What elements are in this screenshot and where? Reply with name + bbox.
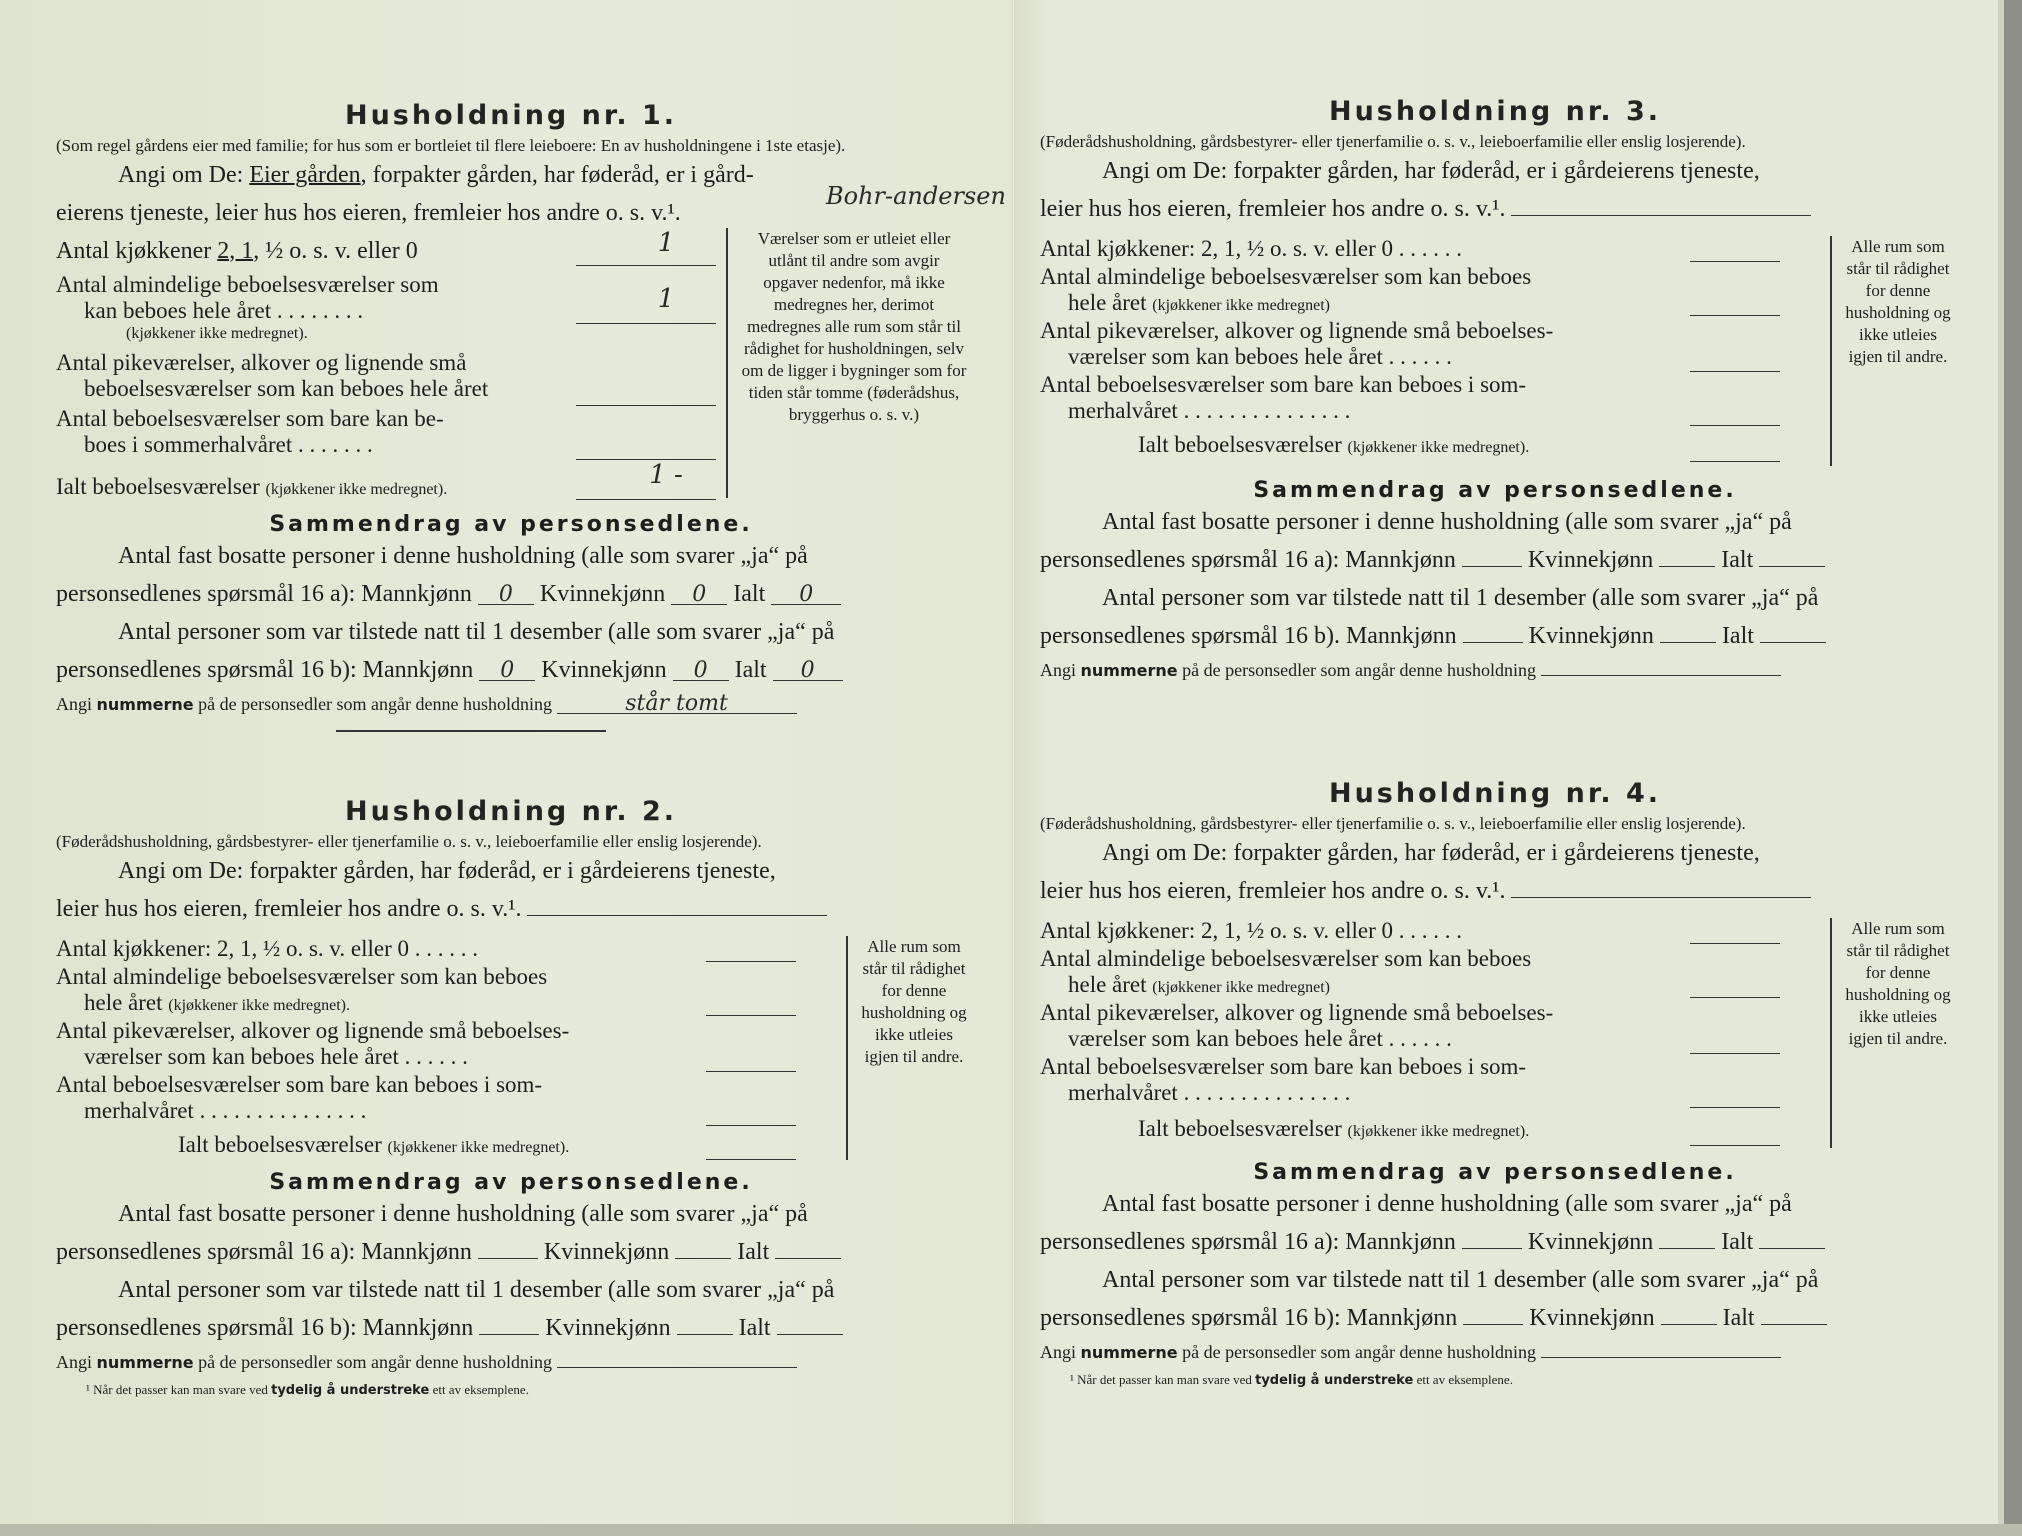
footnote-bold: tydelig å understreke <box>1255 1373 1414 1388</box>
male-16b-line <box>1463 624 1523 643</box>
female-16b-line <box>677 1316 733 1335</box>
total-label: Ialt <box>738 1315 771 1341</box>
kitchens-answer-line <box>1690 942 1780 944</box>
person-slip-label: på de personsedler som angår denne husholdning <box>1182 1342 1537 1362</box>
summer-rooms-answer-line <box>1690 424 1780 426</box>
household-3-note: (Føderådshusholdning, gårdsbestyrer- eller tjenerfamilie o. s. v., leieboerfamilie eller enslig losjerende). <box>1040 132 1746 151</box>
page-fold <box>1012 0 1015 1536</box>
person-slip-numbers-value: står tomt <box>557 689 797 714</box>
total-label: Ialt <box>1721 623 1754 649</box>
summary-16a-intro: Antal fast bosatte personer i denne husholdning (alle som svarer „ja“ på <box>1102 1191 1792 1217</box>
summary-16b-row <box>56 1309 966 1347</box>
household-1-angi-2 <box>56 182 1006 232</box>
rooms-side-note: Værelser som er utleiet eller utlånt til andre som avgir opgaver nedenfor, må ikke medregnes her, derimot medregnes alle rum som står til rådighet for husholdningen, selv om de ligger i bygninger som for tiden står tomme (føderådshus, bryggerhus o. s. v.) <box>726 228 968 498</box>
total-label: Ialt <box>737 1239 770 1265</box>
total-16b-line <box>1761 1306 1827 1325</box>
angi-options-2: eierens tjeneste, leier hus hos eieren, fremleier hos andre o. s. v.¹. <box>56 200 681 226</box>
total-rooms-label: Ialt beboelsesværelser <box>56 474 260 499</box>
angi-label: Angi <box>56 694 92 714</box>
household-2-rooms <box>56 936 966 1162</box>
kitchens-row: Antal kjøkkener: 2, 1, ½ o. s. v. eller 0 . . . . . . <box>56 936 479 961</box>
summer-rooms-row <box>56 1072 696 1124</box>
kitchens-label-2: ½ o. s. v. eller 0 <box>265 238 418 264</box>
summary-16a-intro: Antal fast bosatte personer i denne husholdning (alle som svarer „ja“ på <box>1102 509 1792 535</box>
footnote <box>56 1382 966 1399</box>
small-rooms-label-2: værelser som kan beboes hele året . . . . . . <box>84 1044 468 1069</box>
small-rooms-label: Antal pikeværelser, alkover og lignende små beboelses- <box>1040 1000 1554 1025</box>
small-rooms-row <box>56 350 596 402</box>
household-2-angi-2 <box>56 890 966 928</box>
male-label: personsedlenes spørsmål 16 a): Mannkjønn <box>56 581 472 607</box>
summer-rooms-label: Antal beboelsesværelser som bare kan beboes i som- <box>1040 1054 1527 1079</box>
household-3-angi: Angi om De: forpakter gården, har føderåd, er i gårdeierens tjeneste, <box>1102 158 1760 184</box>
total-rooms-label: Ialt beboelsesværelser <box>1138 432 1342 457</box>
total-16a-line <box>775 1240 841 1259</box>
household-1 <box>56 100 1006 732</box>
household-1-note: (Som regel gårdens eier med familie; for hus som er bortleiet til flere leieboere: En av husholdningene i 1ste etasje). <box>56 136 846 155</box>
ordinary-rooms-label-2: kan beboes hele året . . . . . . . . <box>84 298 364 323</box>
female-16a-line <box>675 1240 731 1259</box>
male-16a-value: 0 <box>478 576 534 605</box>
footnote-text-2: ett av eksemplene. <box>432 1382 529 1397</box>
angi-label: Angi <box>1040 1342 1076 1362</box>
ordinary-rooms-row <box>1040 264 1680 319</box>
hele-aret-label: hele året <box>1068 290 1147 315</box>
household-4 <box>1040 778 1950 1389</box>
scan-border-bottom <box>0 1524 2022 1536</box>
person-slip-numbers-row <box>1040 655 1950 686</box>
summer-rooms-label-2: merhalvåret . . . . . . . . . . . . . . . <box>1068 398 1351 423</box>
ordinary-rooms-answer-line <box>1690 314 1780 316</box>
total-label: Ialt <box>734 657 767 683</box>
nummerne-label: nummerne <box>96 1353 194 1372</box>
summary-16a-intro: Antal fast bosatte personer i denne husholdning (alle som svarer „ja“ på <box>118 543 808 569</box>
rooms-side-note: Alle rum som står til rådighet for denne husholdning og ikke utleies igjen til andre. <box>1830 918 1952 1148</box>
footnote-text: ¹ Når det passer kan man svare ved <box>86 1382 268 1397</box>
ordinary-rooms-row <box>56 272 596 344</box>
summary-16a-row <box>56 575 966 613</box>
small-rooms-row <box>1040 318 1680 370</box>
handwritten-owner-name: Bohr-andersen <box>826 182 1006 210</box>
summer-rooms-label: Antal beboelsesværelser som bare kan beboes i som- <box>56 1072 543 1097</box>
eier-option-underlined: Eier gården <box>249 162 361 188</box>
small-rooms-label: Antal pikeværelser, alkover og lignende små beboelses- <box>1040 318 1554 343</box>
ordinary-rooms-label: Antal almindelige beboelsesværelser som kan beboes <box>1040 264 1532 289</box>
total-rooms-answer-line <box>1690 1144 1780 1146</box>
male-16b-value: 0 <box>479 652 535 681</box>
angi-options-2: leier hus hos eieren, fremleier hos andre o. s. v.¹. <box>1040 196 1506 222</box>
total-label: Ialt <box>1721 1229 1754 1255</box>
ordinary-rooms-answer-line <box>706 1014 796 1016</box>
total-16b-value: 0 <box>773 652 843 681</box>
summer-rooms-row <box>1040 1054 1680 1106</box>
kitchens-answer-line <box>1690 260 1780 262</box>
female-label: Kvinnekjønn <box>1527 547 1654 573</box>
section-divider <box>336 730 606 732</box>
summer-rooms-answer-line <box>1690 1106 1780 1108</box>
summary-16a-row <box>1040 1223 1950 1261</box>
household-4-summary-title: Sammendrag av personsedlene. <box>1253 1160 1737 1185</box>
household-4-angi: Angi om De: forpakter gården, har føderåd, er i gårdeierens tjeneste, <box>1102 840 1760 866</box>
person-slip-numbers-line <box>1541 661 1781 676</box>
summary-16a-row <box>1040 541 1950 579</box>
household-2-summary-title: Sammendrag av personsedlene. <box>269 1170 753 1195</box>
small-rooms-label: Antal pikeværelser, alkover og lignende små <box>56 350 467 375</box>
household-4-note: (Føderådshusholdning, gårdsbestyrer- eller tjenerfamilie o. s. v., leieboerfamilie eller enslig losjerende). <box>1040 814 1746 833</box>
ordinary-rooms-answer-line <box>1690 996 1780 998</box>
female-16b-line <box>1660 624 1716 643</box>
total-rooms-note: (kjøkkener ikke medregnet). <box>387 1139 570 1156</box>
male-label: personsedlenes spørsmål 16 a): Mannkjønn <box>1040 547 1456 573</box>
male-label: personsedlenes spørsmål 16 b). Mannkjønn <box>1040 623 1457 649</box>
summary-16b-row <box>1040 1299 1950 1337</box>
small-rooms-label-2: beboelsesværelser som kan beboes hele året <box>84 376 489 401</box>
ordinary-rooms-answer-line <box>576 322 716 324</box>
total-16b-line <box>1760 624 1826 643</box>
kitchens-answer-line <box>706 960 796 962</box>
male-label: personsedlenes spørsmål 16 b): Mannkjønn <box>56 657 474 683</box>
small-rooms-answer-line <box>1690 370 1780 372</box>
kitchens-value: 1 <box>657 228 675 258</box>
ordinary-rooms-row <box>1040 946 1680 1001</box>
household-1-rooms <box>56 228 967 504</box>
summer-rooms-row <box>56 406 596 458</box>
ordinary-rooms-note: (kjøkkener ikke medregnet) <box>1152 979 1330 996</box>
ordinary-rooms-note: (kjøkkener ikke medregnet). <box>168 997 350 1014</box>
summer-rooms-label-2: merhalvåret . . . . . . . . . . . . . . . <box>1068 1080 1351 1105</box>
kitchens-row: Antal kjøkkener: 2, 1, ½ o. s. v. eller 0 . . . . . . <box>1040 918 1463 943</box>
female-label: Kvinnekjønn <box>1528 623 1654 649</box>
ordinary-rooms-label-2 <box>56 990 696 1019</box>
total-rooms-value: 1 - <box>649 460 683 490</box>
summer-rooms-label-2: merhalvåret . . . . . . . . . . . . . . . <box>84 1098 367 1123</box>
small-rooms-label-2: værelser som kan beboes hele året . . . . . . <box>1068 1026 1452 1051</box>
ordinary-rooms-value: 1 <box>657 284 675 314</box>
total-label: Ialt <box>733 581 766 607</box>
footnote-text: ¹ Når det passer kan man svare ved <box>1070 1372 1252 1387</box>
household-2 <box>56 796 966 1399</box>
person-slip-numbers-line <box>557 1353 797 1368</box>
nummerne-label: nummerne <box>1080 1343 1178 1362</box>
summary-16b-row <box>1040 617 1950 655</box>
household-4-rooms <box>1040 918 1950 1152</box>
total-rooms-answer-line <box>706 1158 796 1160</box>
person-slip-numbers-row <box>1040 1337 1950 1368</box>
male-label: personsedlenes spørsmål 16 a): Mannkjønn <box>1040 1229 1456 1255</box>
summary-16a-intro: Antal fast bosatte personer i denne husholdning (alle som svarer „ja“ på <box>118 1201 808 1227</box>
total-rooms-answer-line <box>576 498 716 500</box>
female-16a-line <box>1659 548 1715 567</box>
male-16a-line <box>1462 548 1522 567</box>
total-rooms-note: (kjøkkener ikke medregnet). <box>1347 1123 1530 1140</box>
household-2-title: Husholdning nr. 2. <box>344 796 678 827</box>
female-label: Kvinnekjønn <box>541 657 667 683</box>
small-rooms-row <box>56 1018 696 1070</box>
household-3-summary-title: Sammendrag av personsedlene. <box>1253 478 1737 503</box>
household-2-note: (Føderådshusholdning, gårdsbestyrer- eller tjenerfamilie o. s. v., leieboerfamilie eller enslig losjerende). <box>56 832 762 851</box>
summer-rooms-row <box>1040 372 1680 424</box>
summer-rooms-label: Antal beboelsesværelser som bare kan be- <box>56 406 444 431</box>
summer-rooms-answer-line <box>706 1124 796 1126</box>
nummerne-label: nummerne <box>96 695 194 714</box>
kitchens-row: Antal kjøkkener: 2, 1, ½ o. s. v. eller 0 . . . . . . <box>1040 236 1463 261</box>
female-label: Kvinnekjønn <box>543 1239 670 1265</box>
kitchens-label: Antal kjøkkener <box>56 238 212 264</box>
ordinary-rooms-note: (kjøkkener ikke medregnet) <box>1152 297 1330 314</box>
ordinary-rooms-label: Antal almindelige beboelsesværelser som <box>56 272 439 297</box>
household-1-summary-title: Sammendrag av personsedlene. <box>269 512 753 537</box>
summer-rooms-label-2: boes i sommerhalvåret . . . . . . . <box>84 432 373 457</box>
summary-16b-row <box>56 651 966 689</box>
ordinary-rooms-label-2 <box>1040 972 1680 1001</box>
angi-answer-line <box>1511 879 1811 898</box>
kitchens-row <box>56 238 596 264</box>
footnote-bold: tydelig å understreke <box>271 1383 430 1398</box>
male-16a-line <box>1462 1230 1522 1249</box>
total-16a-line <box>1759 1230 1825 1249</box>
total-rooms-answer-line <box>1690 460 1780 462</box>
male-label: personsedlenes spørsmål 16 a): Mannkjønn <box>56 1239 472 1265</box>
male-16b-line <box>479 1316 539 1335</box>
total-rooms-label: Ialt beboelsesværelser <box>178 1132 382 1157</box>
small-rooms-answer-line <box>706 1070 796 1072</box>
ordinary-rooms-label: Antal almindelige beboelsesværelser som kan beboes <box>1040 946 1532 971</box>
kitchens-options: 2, 1, <box>217 238 260 264</box>
total-rooms-note: (kjøkkener ikke medregnet). <box>1347 439 1530 456</box>
angi-label: Angi <box>1040 660 1076 680</box>
hele-aret-label: hele året <box>84 990 163 1015</box>
household-1-title: Husholdning nr. 1. <box>344 100 678 131</box>
angi-answer-line <box>527 897 827 916</box>
person-slip-numbers-line <box>1541 1343 1781 1358</box>
footnote-text-2: ett av eksemplene. <box>1416 1372 1513 1387</box>
angi-options-2: leier hus hos eieren, fremleier hos andre o. s. v.¹. <box>1040 878 1506 904</box>
summary-16b-intro: Antal personer som var tilstede natt til 1 desember (alle som svarer „ja“ på <box>1102 585 1819 611</box>
total-16a-value: 0 <box>771 576 841 605</box>
household-3-rooms <box>1040 236 1950 470</box>
total-rooms-row <box>1138 1116 1738 1145</box>
rooms-side-note: Alle rum som står til rådighet for denne husholdning og ikke utleies igjen til andre. <box>846 936 968 1160</box>
ordinary-rooms-label: Antal almindelige beboelsesværelser som kan beboes <box>56 964 548 989</box>
summary-16a-row <box>56 1233 966 1271</box>
male-label: personsedlenes spørsmål 16 b): Mannkjønn <box>1040 1305 1458 1331</box>
rooms-side-note: Alle rum som står til rådighet for denne husholdning og ikke utleies igjen til andre. <box>1830 236 1952 466</box>
angi-options: , forpakter gården, har føderåd, er i gård- <box>360 162 754 188</box>
person-slip-label: på de personsedler som angår denne husholdning <box>198 694 553 714</box>
female-label: Kvinnekjønn <box>1527 1229 1654 1255</box>
household-4-angi-2 <box>1040 872 1950 910</box>
small-rooms-row <box>1040 1000 1680 1052</box>
person-slip-numbers-row <box>56 1347 966 1378</box>
small-rooms-answer-line <box>576 404 716 406</box>
total-rooms-label: Ialt beboelsesværelser <box>1138 1116 1342 1141</box>
female-label: Kvinnekjønn <box>539 581 666 607</box>
person-slip-label: på de personsedler som angår denne husholdning <box>198 1352 553 1372</box>
person-slip-numbers-row <box>56 689 966 720</box>
total-label: Ialt <box>1722 1305 1755 1331</box>
small-rooms-label: Antal pikeværelser, alkover og lignende små beboelses- <box>56 1018 570 1043</box>
male-16a-line <box>478 1240 538 1259</box>
female-label: Kvinnekjønn <box>1529 1305 1655 1331</box>
scan-border <box>2004 0 2022 1536</box>
ordinary-rooms-note: (kjøkkener ikke medregnet). <box>126 325 308 342</box>
kitchens-answer-line <box>576 264 716 266</box>
total-rooms-row <box>178 1132 778 1161</box>
female-16a-value: 0 <box>671 576 727 605</box>
small-rooms-answer-line <box>1690 1052 1780 1054</box>
household-3-title: Husholdning nr. 3. <box>1328 96 1662 127</box>
female-label: Kvinnekjønn <box>545 1315 671 1341</box>
person-slip-label: på de personsedler som angår denne husholdning <box>1182 660 1537 680</box>
angi-options-2: leier hus hos eieren, fremleier hos andre o. s. v.¹. <box>56 896 522 922</box>
small-rooms-label-2: værelser som kan beboes hele året . . . . . . <box>1068 344 1452 369</box>
total-16b-line <box>777 1316 843 1335</box>
female-16b-value: 0 <box>673 652 729 681</box>
ordinary-rooms-label-2 <box>1040 290 1680 319</box>
footnote <box>1040 1372 1950 1389</box>
household-3 <box>1040 96 1950 686</box>
hele-aret-label: hele året <box>1068 972 1147 997</box>
female-16a-line <box>1659 1230 1715 1249</box>
angi-label: Angi om De: <box>118 162 244 188</box>
household-3-angi-2 <box>1040 190 1950 228</box>
female-16b-line <box>1661 1306 1717 1325</box>
angi-label: Angi <box>56 1352 92 1372</box>
summary-16b-intro: Antal personer som var tilstede natt til 1 desember (alle som svarer „ja“ på <box>118 1277 835 1303</box>
summary-16b-intro: Antal personer som var tilstede natt til 1 desember (alle som svarer „ja“ på <box>118 619 835 645</box>
nummerne-label: nummerne <box>1080 661 1178 680</box>
household-4-title: Husholdning nr. 4. <box>1328 778 1662 809</box>
total-16a-line <box>1759 548 1825 567</box>
male-label: personsedlenes spørsmål 16 b): Mannkjønn <box>56 1315 474 1341</box>
summary-16b-intro: Antal personer som var tilstede natt til 1 desember (alle som svarer „ja“ på <box>1102 1267 1819 1293</box>
angi-answer-line <box>1511 197 1811 216</box>
summer-rooms-label: Antal beboelsesværelser som bare kan beboes i som- <box>1040 372 1527 397</box>
ordinary-rooms-row <box>56 964 696 1019</box>
household-2-angi: Angi om De: forpakter gården, har føderåd, er i gårdeierens tjeneste, <box>118 858 776 884</box>
male-16b-line <box>1463 1306 1523 1325</box>
total-rooms-note: (kjøkkener ikke medregnet). <box>265 481 448 498</box>
total-label: Ialt <box>1721 547 1754 573</box>
total-rooms-row <box>1138 432 1738 461</box>
